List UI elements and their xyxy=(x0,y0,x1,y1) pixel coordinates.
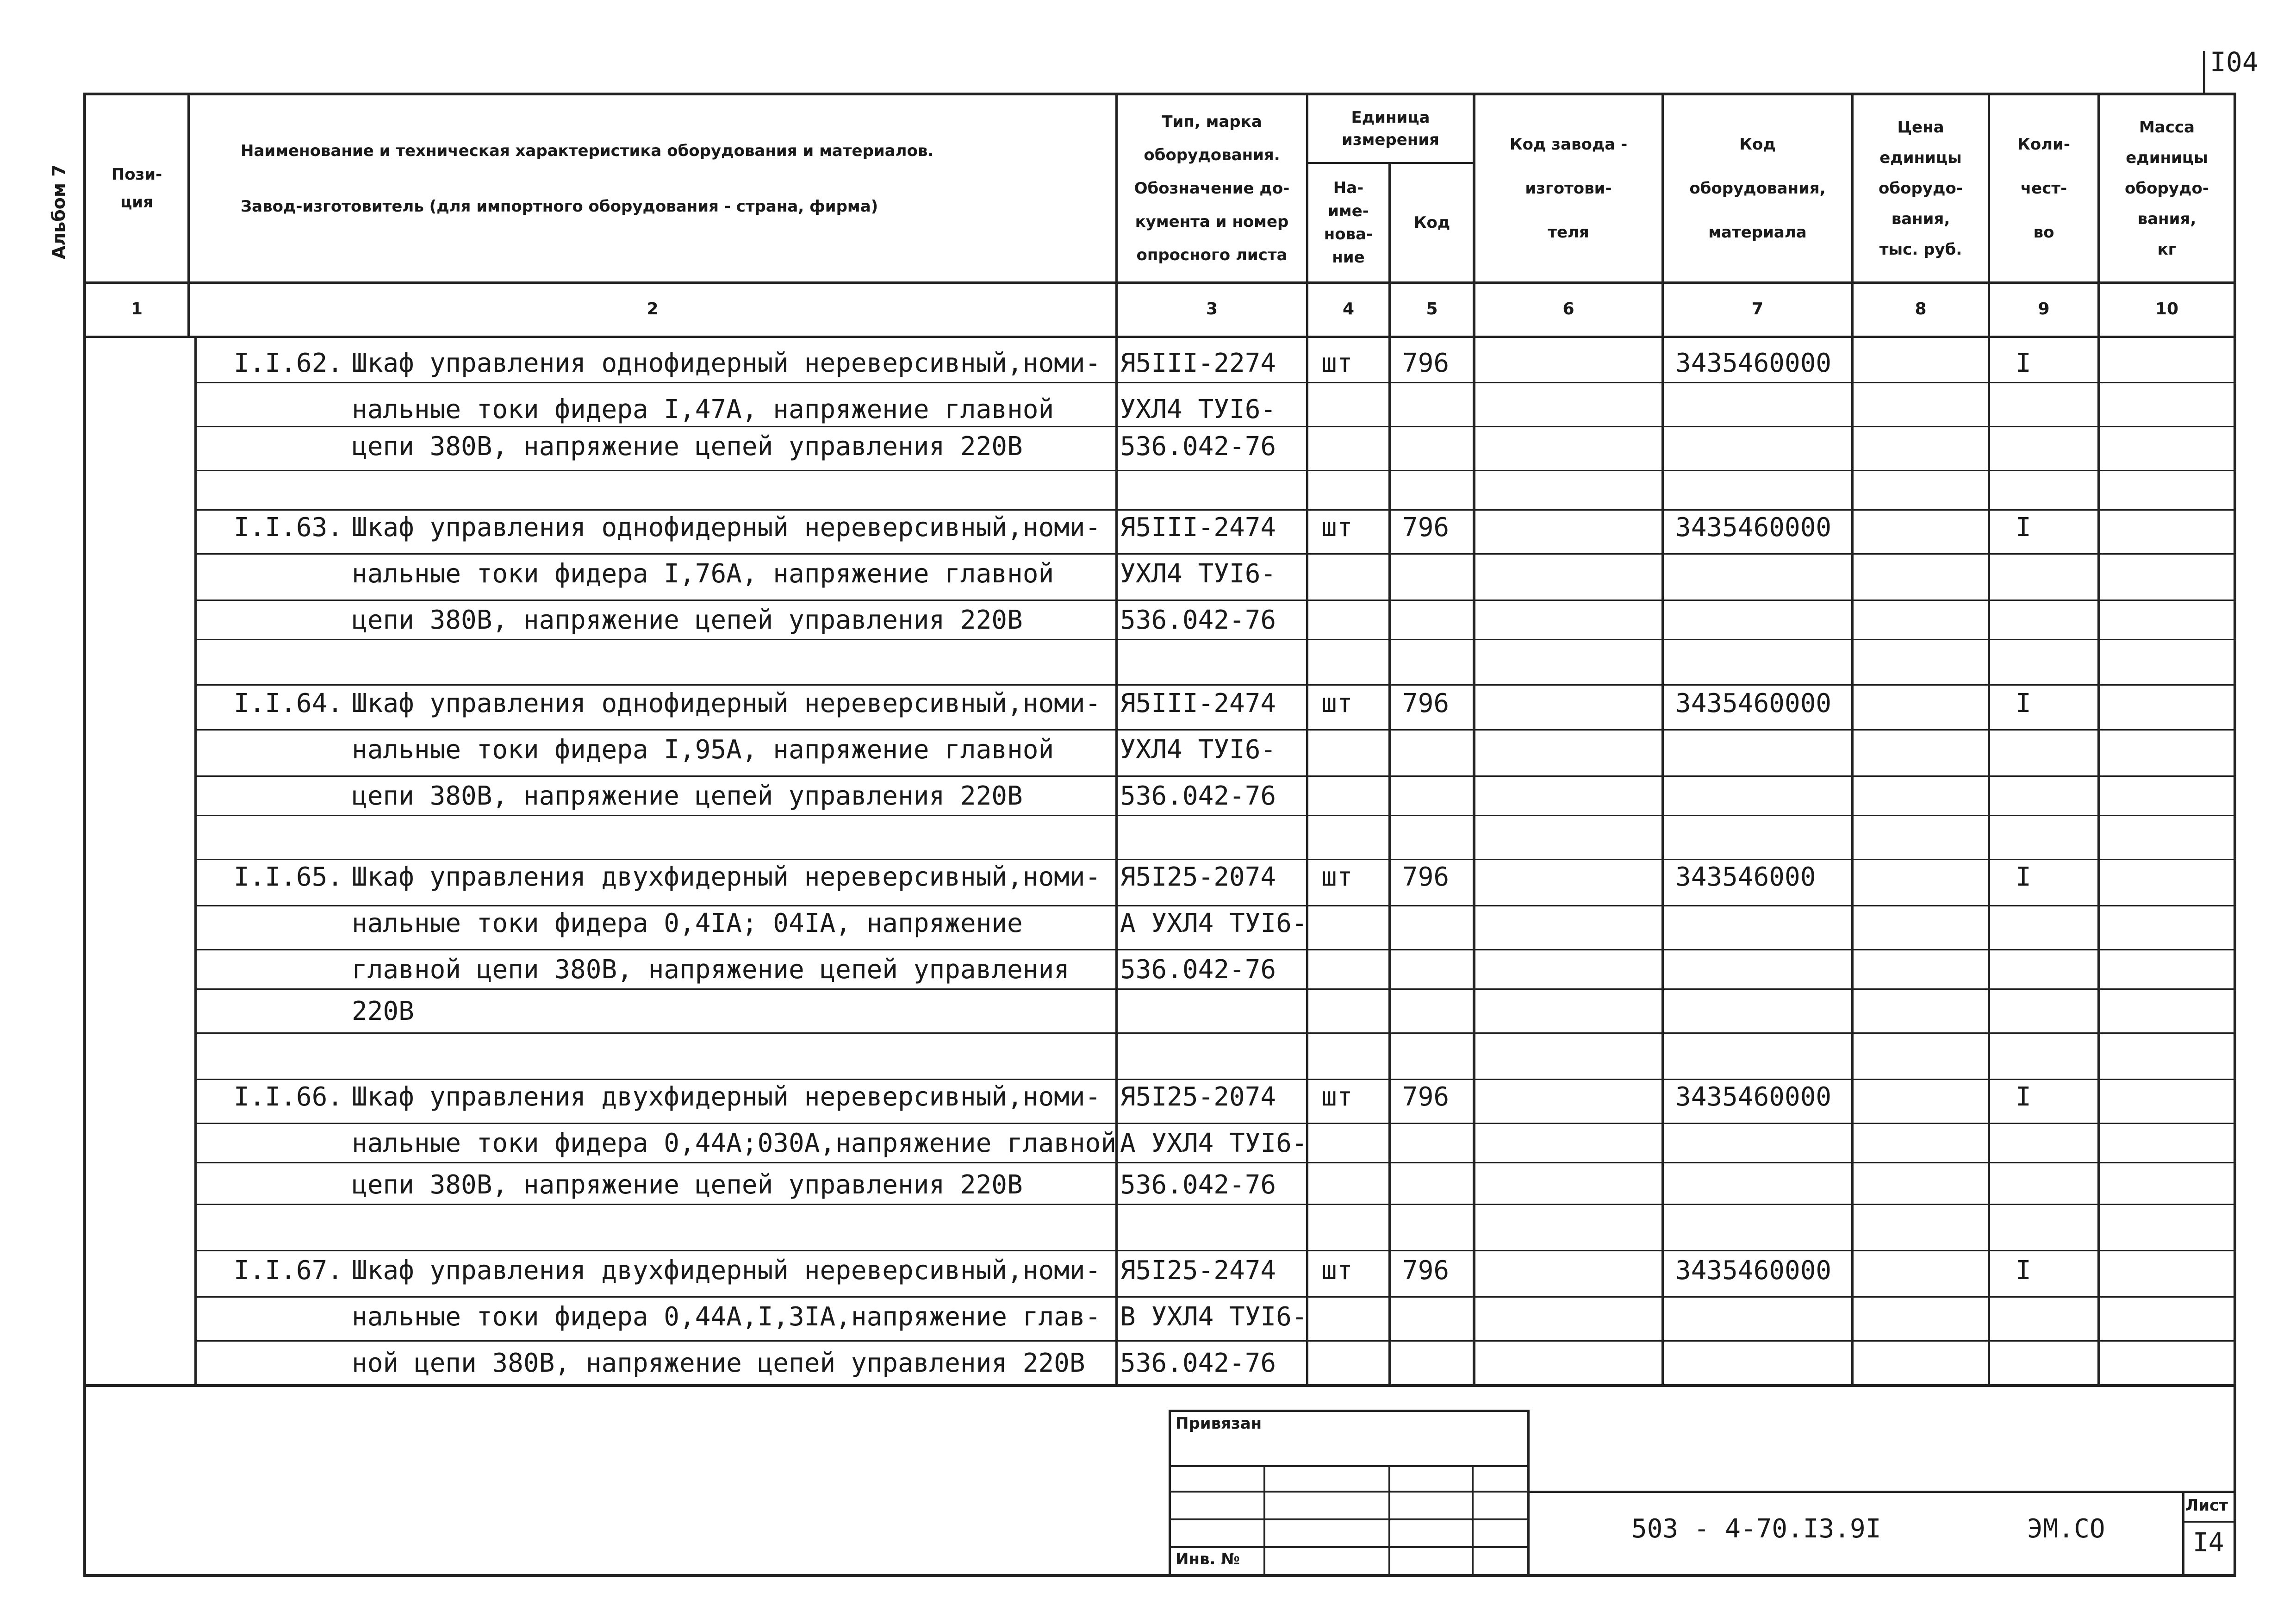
header-unit-code: Код xyxy=(1413,213,1450,232)
item-type-line: Я5I25-2074 xyxy=(1120,1082,1276,1112)
item-type-line: А УХЛ4 ТУI6- xyxy=(1120,1128,1307,1158)
col-sep-5 xyxy=(1473,93,1475,1387)
item-type-line: Я5III-2274 xyxy=(1120,348,1276,378)
item-quantity: I xyxy=(2016,348,2031,378)
item-type-line: 536.042-76 xyxy=(1120,431,1276,462)
item-description-line: цепи 380В, напряжение цепей управления 220В xyxy=(352,1170,1023,1200)
item-position: I.I.64. xyxy=(234,688,343,718)
item-description-line: нальные токи фидера I,95А, напряжение главной xyxy=(352,735,1054,765)
item-description-line: цепи 380В, напряжение цепей управления 220В xyxy=(352,605,1023,635)
col-number: 8 xyxy=(1915,300,1927,319)
numbers-bottom-line xyxy=(83,336,2235,338)
item-equipment-code: 3435460000 xyxy=(1675,348,1832,378)
item-type-line: 536.042-76 xyxy=(1120,1170,1276,1200)
col-sep-3 xyxy=(1306,93,1308,1387)
col-number: 6 xyxy=(1562,300,1574,319)
sheet-label: Лист xyxy=(2185,1496,2228,1515)
item-unit-code: 796 xyxy=(1402,512,1450,543)
item-quantity: I xyxy=(2016,862,2031,892)
header-price: Цена единицы оборудо- вания, тыс. руб. xyxy=(1879,118,1963,259)
item-description-line: 220В xyxy=(352,996,414,1026)
item-unit: шт xyxy=(1321,1255,1353,1286)
header-unit-group: Единица измерения xyxy=(1342,108,1439,149)
item-description-line: нальные токи фидера 0,4IА; 04IА, напряжение xyxy=(352,908,1023,938)
col-sep-2 xyxy=(1115,93,1118,1387)
item-unit-code: 796 xyxy=(1402,688,1450,718)
frame-right-line xyxy=(2234,93,2236,1577)
item-description-line: Шкаф управления двухфидерный нереверсивный,номи- xyxy=(352,1082,1101,1112)
item-type-line: 536.042-76 xyxy=(1120,781,1276,811)
item-description-line: Шкаф управления однофидерный нереверсивный,номи- xyxy=(352,348,1101,378)
item-type-line: А УХЛ4 ТУI6- xyxy=(1120,908,1307,938)
col-sep-9 xyxy=(2097,93,2100,1387)
document-code: 503 - 4-70.I3.9I xyxy=(1631,1514,1881,1544)
item-type-line: УХЛ4 ТУI6- xyxy=(1120,394,1276,425)
col-number: 2 xyxy=(647,300,659,319)
item-quantity: I xyxy=(2016,688,2031,718)
item-type-line: Я5III-2474 xyxy=(1120,512,1276,543)
col-number: 10 xyxy=(2155,300,2179,319)
header-unit-name: На- име- нова- ние xyxy=(1324,179,1373,267)
item-description-line: ной цепи 380В, напряжение цепей управления 220В xyxy=(352,1348,1085,1378)
col-number: 9 xyxy=(2038,300,2050,319)
item-equipment-code: 3435460000 xyxy=(1675,1082,1832,1112)
item-equipment-code: 343546000 xyxy=(1675,862,1816,892)
item-unit-code: 796 xyxy=(1402,1255,1450,1286)
item-position: I.I.63. xyxy=(234,512,343,543)
item-equipment-code: 3435460000 xyxy=(1675,512,1832,543)
page-number-tick xyxy=(2203,51,2205,95)
item-description-line: Шкаф управления двухфидерный нереверсивный,номи- xyxy=(352,1255,1101,1286)
page-number: I04 xyxy=(2210,46,2259,78)
frame-bottom-line xyxy=(83,1574,2235,1577)
item-position: I.I.66. xyxy=(234,1082,343,1112)
item-description-line: главной цепи 380В, напряжение цепей управления xyxy=(352,955,1070,985)
item-unit-code: 796 xyxy=(1402,862,1450,892)
bound-label: Привязан xyxy=(1176,1414,1262,1433)
sheet-number: I4 xyxy=(2193,1528,2224,1558)
header-quantity: Коли- чест- во xyxy=(2017,135,2070,242)
col-sep-8 xyxy=(1988,93,1990,1387)
item-position: I.I.65. xyxy=(234,862,343,892)
item-description-line: нальные токи фидера I,47А, напряжение главной xyxy=(352,394,1054,425)
header-mass: Масса единицы оборудо- вания, кг xyxy=(2125,118,2209,259)
header-equipment-code: Код оборудования, материала xyxy=(1689,135,1826,242)
header-factory-code: Код завода - изготови- теля xyxy=(1509,135,1628,242)
col-sep-6 xyxy=(1661,93,1664,1387)
inv-label: Инв. № xyxy=(1176,1550,1240,1568)
item-description-line: нальные токи фидера 0,44А,I,3IА,напряжение глав- xyxy=(352,1302,1101,1332)
col-number: 5 xyxy=(1426,300,1438,319)
col-number: 4 xyxy=(1342,300,1355,319)
header-bottom-line xyxy=(83,281,2235,284)
item-quantity: I xyxy=(2016,512,2031,543)
header-position: Пози- ция xyxy=(111,165,162,212)
item-description-line: цепи 380В, напряжение цепей управления 220В xyxy=(352,431,1023,462)
item-description-line: Шкаф управления однофидерный нереверсивный,номи- xyxy=(352,512,1101,543)
item-unit: шт xyxy=(1321,1082,1353,1112)
item-type-line: 536.042-76 xyxy=(1120,605,1276,635)
col-sep-4 xyxy=(1388,162,1391,1387)
item-description-line: нальные токи фидера 0,44А;030А,напряжение главной xyxy=(352,1128,1117,1158)
header-type: Тип, марка оборудования. Обозначение до- кумента и номер опросного листа xyxy=(1134,112,1290,264)
item-unit: шт xyxy=(1321,348,1353,378)
item-type-line: УХЛ4 ТУI6- xyxy=(1120,559,1276,589)
item-equipment-code: 3435460000 xyxy=(1675,1255,1832,1286)
album-side-label: Альбом 7 xyxy=(49,164,69,259)
item-type-line: Я5I25-2474 xyxy=(1120,1255,1276,1286)
item-description-line: Шкаф управления однофидерный нереверсивный,номи- xyxy=(352,688,1101,718)
item-unit-code: 796 xyxy=(1402,348,1450,378)
col-sep-1-body xyxy=(194,336,197,1387)
col-number: 7 xyxy=(1751,300,1764,319)
item-type-line: В УХЛ4 ТУI6- xyxy=(1120,1302,1307,1332)
item-type-line: 536.042-76 xyxy=(1120,1348,1276,1378)
header-name: Наименование и техническая характеристика оборудования и материалов. Завод-изготовитель (для импортного оборудования - страна, фирма) xyxy=(241,142,934,216)
col-number: 3 xyxy=(1206,300,1218,319)
item-description-line: цепи 380В, напряжение цепей управления 220В xyxy=(352,781,1023,811)
item-unit: шт xyxy=(1321,512,1353,543)
item-type-line: УХЛ4 ТУI6- xyxy=(1120,735,1276,765)
item-unit: шт xyxy=(1321,862,1353,892)
item-description-line: Шкаф управления двухфидерный нереверсивный,номи- xyxy=(352,862,1101,892)
item-type-line: Я5III-2474 xyxy=(1120,688,1276,718)
item-unit: шт xyxy=(1321,688,1353,718)
item-description-line: нальные токи фидера I,76А, напряжение главной xyxy=(352,559,1054,589)
item-type-line: Я5I25-2074 xyxy=(1120,862,1276,892)
item-position: I.I.67. xyxy=(234,1255,343,1286)
item-quantity: I xyxy=(2016,1255,2031,1286)
item-quantity: I xyxy=(2016,1082,2031,1112)
col-sep-7 xyxy=(1851,93,1854,1387)
col-number: 1 xyxy=(131,300,143,319)
item-unit-code: 796 xyxy=(1402,1082,1450,1112)
document-mark: ЭМ.СО xyxy=(2027,1514,2105,1544)
item-position: I.I.62. xyxy=(234,348,343,378)
item-equipment-code: 3435460000 xyxy=(1675,688,1832,718)
item-type-line: 536.042-76 xyxy=(1120,955,1276,985)
